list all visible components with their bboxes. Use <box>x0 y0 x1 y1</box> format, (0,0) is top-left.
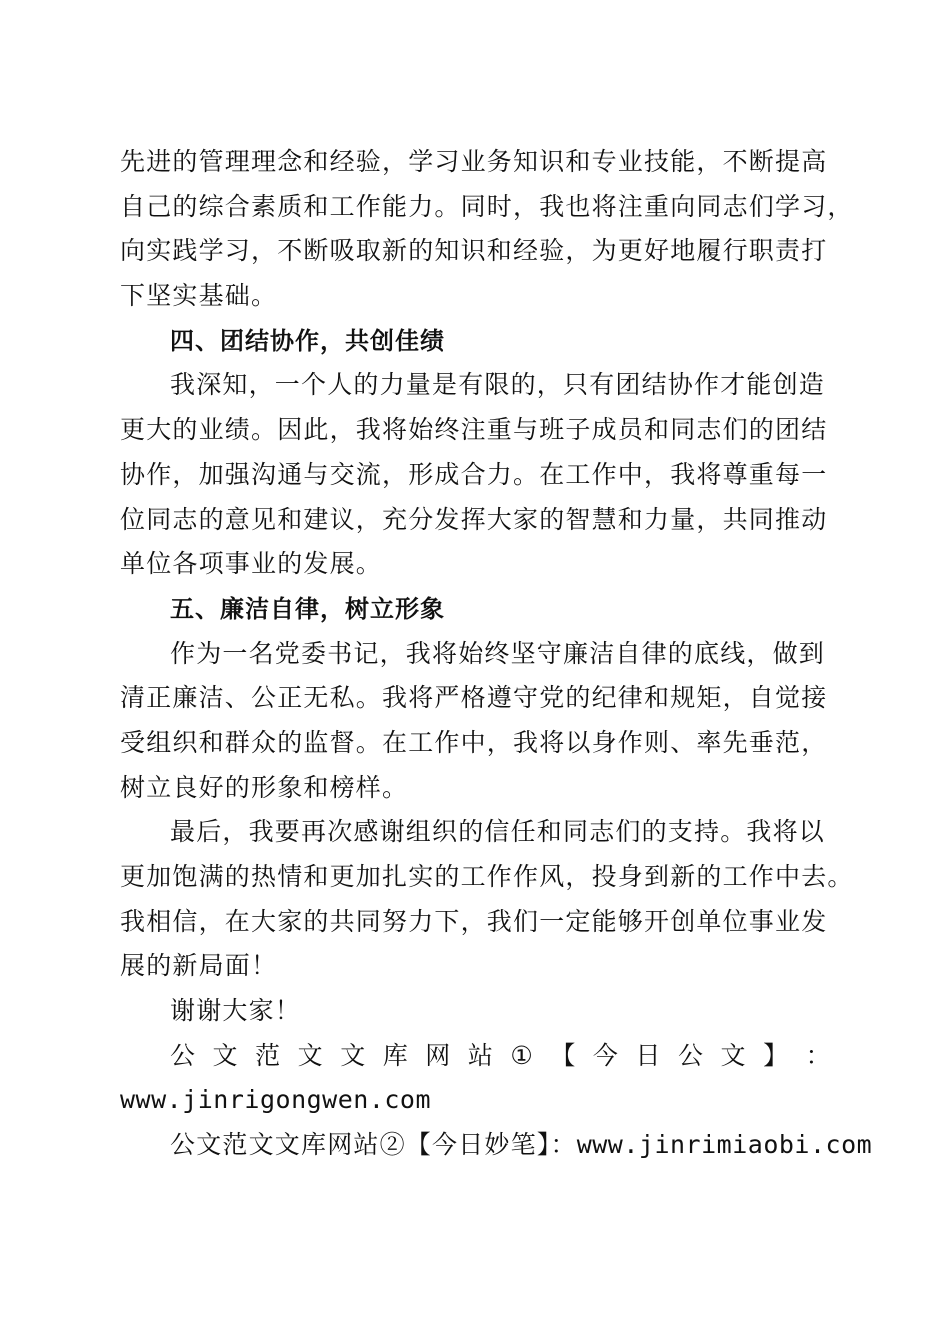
body-line: 清正廉洁、公正无私。我将严格遵守党的纪律和规矩，自觉接 <box>120 683 828 713</box>
footer-char: 文 <box>297 1040 324 1070</box>
footer-site1-label <box>120 1034 832 1079</box>
body-line: 协作，加强沟通与交流，形成合力。在工作中，我将尊重每一 <box>120 459 828 489</box>
body-line: 最后，我要再次感谢组织的信任和同志们的支持。我将以 <box>170 817 826 847</box>
footer-char: 站 <box>467 1040 495 1070</box>
footer-char: ① <box>510 1040 534 1070</box>
footer-site2-line <box>120 1123 873 1168</box>
footer-site2-url[interactable]: www.jinrimiaobi.com <box>576 1130 873 1160</box>
body-line: 作为一名党委书记，我将始终坚守廉洁自律的底线，做到 <box>170 638 826 668</box>
footer-char: 公 <box>170 1040 197 1070</box>
footer-char: 文 <box>212 1040 239 1070</box>
footer-char: 范 <box>255 1040 282 1070</box>
body-line: 单位各项事业的发展。 <box>120 549 383 579</box>
footer-site2-label: 公文范文文库网站②【今日妙笔】： <box>170 1130 577 1160</box>
body-line: 自己的综合素质和工作能力。同时，我也将注重向同志们学习， <box>120 191 854 221</box>
document-page <box>120 140 873 1168</box>
footer-char: 文 <box>720 1040 747 1070</box>
footer-char: 日 <box>635 1040 662 1070</box>
footer-char: 】 <box>763 1040 790 1070</box>
section-heading: 四、团结协作，共创佳绩 <box>170 326 445 355</box>
body-line: 更加饱满的热情和更加扎实的工作作风，投身到新的工作中去。 <box>120 862 854 891</box>
footer-char: 公 <box>677 1040 705 1070</box>
body-line: 受组织和群众的监督。在工作中，我将以身作则、率先垂范， <box>120 727 828 757</box>
body-line: 先进的管理理念和经验，学习业务知识和专业技能，不断提高 <box>120 147 828 176</box>
footer-char: 文 <box>340 1040 367 1070</box>
body-line: 向实践学习，不断吸取新的知识和经验，为更好地履行职责打 <box>120 236 828 266</box>
body-line: 位同志的意见和建议，充分发挥大家的智慧和力量，共同推动 <box>120 504 828 534</box>
body-line: 我深知，一个人的力量是有限的，只有团结协作才能创造 <box>170 370 826 400</box>
body-line: 树立良好的形象和榜样。 <box>120 772 409 802</box>
body-line: 更大的业绩。因此，我将始终注重与班子成员和同志们的团结 <box>120 415 828 445</box>
footer-char: 今 <box>592 1040 620 1070</box>
section-heading: 五、廉洁自律，树立形象 <box>170 594 445 623</box>
body-line: 下坚实基础。 <box>120 281 278 311</box>
body-line: 我相信，在大家的共同努力下，我们一定能够开创单位事业发 <box>120 906 828 936</box>
thanks-line: 谢谢大家！ <box>170 996 302 1026</box>
footer-char: 库 <box>382 1040 409 1070</box>
footer-char: ： <box>805 1040 832 1070</box>
footer-site1-url[interactable]: www.jinrigongwen.com <box>120 1085 432 1115</box>
footer-char: 【 <box>550 1040 577 1070</box>
body-line: 展的新局面！ <box>120 951 278 981</box>
footer-char: 网 <box>425 1040 452 1070</box>
